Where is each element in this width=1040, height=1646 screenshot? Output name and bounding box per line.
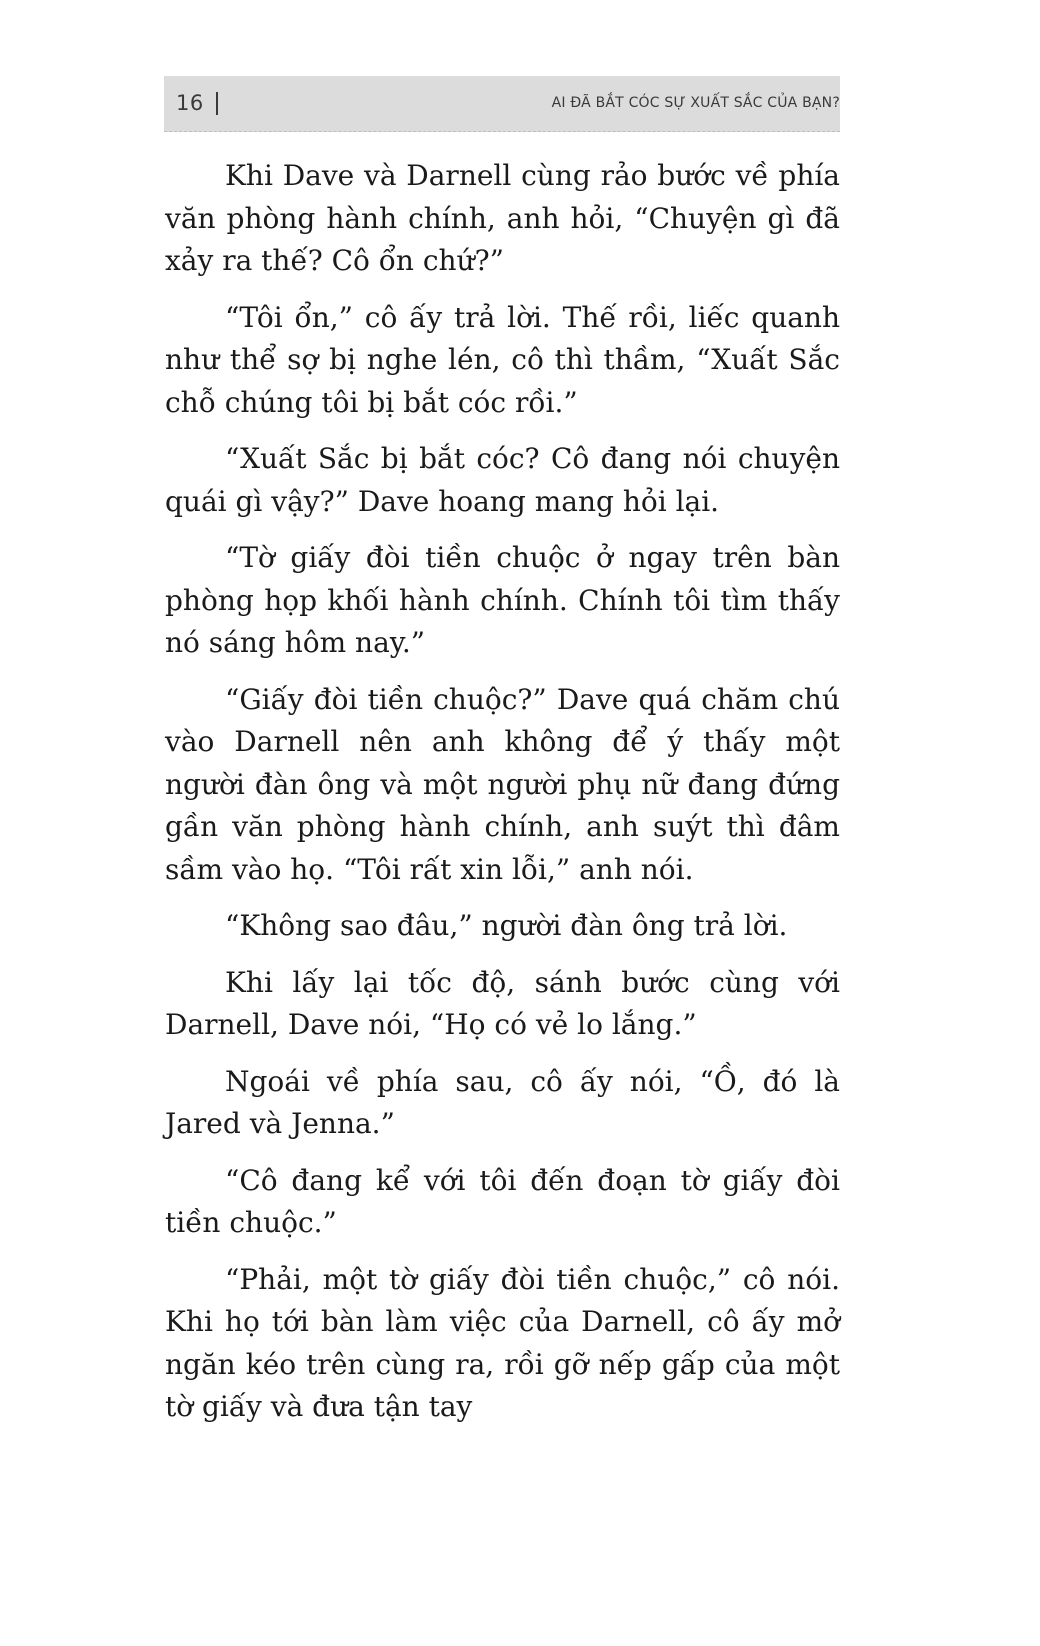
paragraph: “Không sao đâu,” người đàn ông trả lời. [225,909,788,942]
paragraph: “Cô đang kể với tôi đến đoạn tờ giấy đòi tiền chuộc.” [165,1163,840,1239]
paragraph: “Tôi ổn,” cô ấy trả lời. Thế rồi, liếc quanh như thể sợ bị nghe lén, cô thì thầm, “Xuất Sắc chỗ chúng tôi bị bắt cóc rồi.” [165,300,840,419]
paragraph: “Giấy đòi tiền chuộc?” Dave quá chăm chú vào Darnell nên anh không để ý thấy một người đàn ông và một người phụ nữ đang đứng gần văn phòng hành chính, anh suýt thì đâm sầm vào họ. “Tôi rất xin lỗi,” anh nói. [165,682,840,886]
paragraph: “Xuất Sắc bị bắt cóc? Cô đang nói chuyện quái gì vậy?” Dave hoang mang hỏi lại. [165,442,840,518]
running-title: AI ĐÃ BẮT CÓC SỰ XUẤT SẮC CỦA BẠN? [551,95,840,111]
paragraph: Khi Dave và Darnell cùng rảo bước về phía văn phòng hành chính, anh hỏi, “Chuyện gì đã xảy ra thế? Cô ổn chứ?” [165,159,840,277]
paragraph: “Phải, một tờ giấy đòi tiền chuộc,” cô nói. Khi họ tới bàn làm việc của Darnell, cô ấy mở ngăn kéo trên cùng ra, rồi gỡ nếp gấp của một tờ giấy và đưa tận tay [165,1262,840,1423]
page-header [164,76,840,132]
header-separator [216,92,218,115]
body-text [165,155,840,1443]
paragraph: Ngoái về phía sau, cô ấy nói, “Ồ, đó là Jared và Jenna.” [165,1064,840,1140]
paragraph: “Tờ giấy đòi tiền chuộc ở ngay trên bàn phòng họp khối hành chính. Chính tôi tìm thấy nó sáng hôm nay.” [165,541,840,659]
paragraph: Khi lấy lại tốc độ, sánh bước cùng với Darnell, Dave nói, “Họ có vẻ lo lắng.” [165,965,840,1041]
page-number: 16 [176,91,204,115]
